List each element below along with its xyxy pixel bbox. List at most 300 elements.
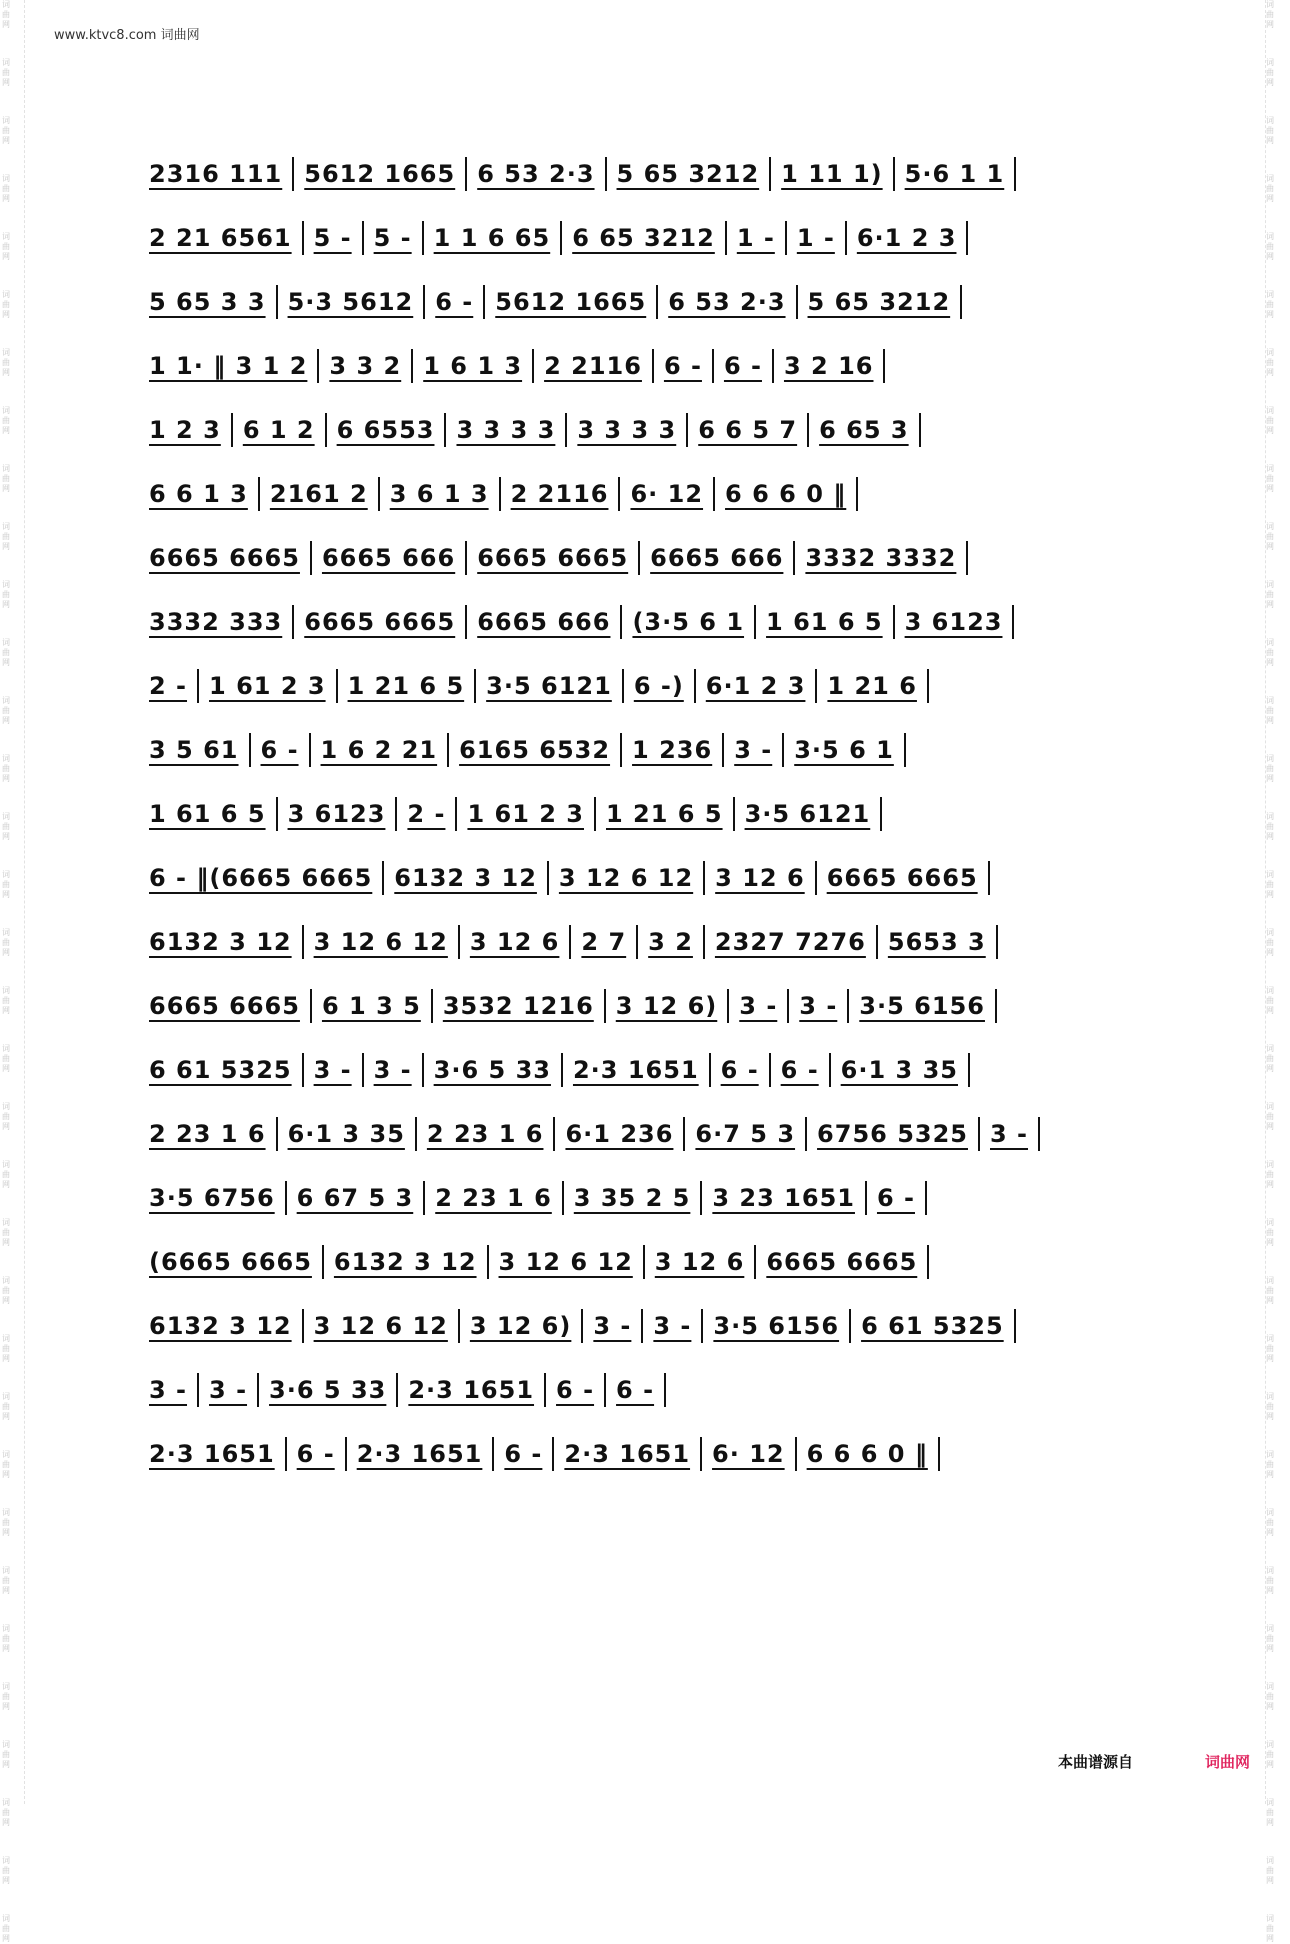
barline xyxy=(447,733,449,767)
watermark-text: 词曲网 xyxy=(1266,1160,1274,1189)
barline xyxy=(378,477,380,511)
measure: 1 61 2 3 xyxy=(209,672,326,700)
barline xyxy=(197,1373,199,1407)
measure: 6665 6665 xyxy=(766,1248,918,1276)
barline xyxy=(683,1117,685,1151)
measure: 3 23 1651 xyxy=(712,1184,855,1212)
measure: 3 - xyxy=(653,1312,692,1340)
barline xyxy=(880,797,882,831)
barline xyxy=(458,1309,460,1343)
measure: 2·3 1651 xyxy=(408,1376,535,1404)
barline xyxy=(785,221,787,255)
barline xyxy=(904,733,906,767)
barline xyxy=(257,1373,259,1407)
measure: 6 67 5 3 xyxy=(296,1184,414,1212)
barline xyxy=(796,285,798,319)
measure: 3 6123 xyxy=(904,608,1003,636)
measure: 3 2 xyxy=(648,928,693,956)
barline xyxy=(422,221,424,255)
measure: 6 6 6 0 ‖ xyxy=(725,480,847,508)
barline xyxy=(849,1309,851,1343)
score-row xyxy=(141,590,1151,654)
watermark-text: 词曲网 xyxy=(1266,1566,1274,1595)
barline xyxy=(703,861,705,895)
measure: 6 53 2·3 xyxy=(668,288,786,316)
barline xyxy=(966,541,968,575)
measure: 3 - xyxy=(149,1376,188,1404)
barline xyxy=(815,669,817,703)
barline xyxy=(845,221,847,255)
measure: 6665 6665 xyxy=(477,544,629,572)
watermark-text: 词曲网 xyxy=(1266,1624,1274,1653)
watermark-text: 词曲网 xyxy=(1266,348,1274,377)
watermark-text: 词曲网 xyxy=(2,696,10,725)
score-row xyxy=(141,718,1151,782)
measure: 3·6 5 33 xyxy=(269,1376,387,1404)
barline xyxy=(487,1245,489,1279)
measure: 1 2 3 xyxy=(149,416,221,444)
measure: 6665 6665 xyxy=(149,992,300,1020)
barline xyxy=(423,285,425,319)
barline xyxy=(532,349,534,383)
barline xyxy=(727,989,729,1023)
barline xyxy=(492,1437,494,1471)
score-row xyxy=(141,1294,1151,1358)
barline xyxy=(795,1437,797,1471)
measure: 2·3 1651 xyxy=(149,1440,275,1468)
watermark-text: 词曲网 xyxy=(2,1740,10,1769)
measure: 6 53 2·3 xyxy=(477,160,595,188)
barline xyxy=(725,221,727,255)
barline xyxy=(769,157,771,191)
measure: 6· 12 xyxy=(712,1440,785,1468)
watermark-text: 词曲网 xyxy=(2,986,10,1015)
measure: 6 6 1 3 xyxy=(149,480,248,508)
measure: (6665 6665 xyxy=(149,1248,312,1276)
barline xyxy=(703,925,705,959)
barline xyxy=(309,733,311,767)
measure: 1 21 6 xyxy=(827,672,917,700)
measure: 1 11 1) xyxy=(781,160,883,188)
measure: 6 - xyxy=(876,1184,915,1212)
barline xyxy=(336,669,338,703)
barline xyxy=(431,989,433,1023)
score-row xyxy=(141,142,1151,206)
measure: 1 6 1 3 xyxy=(423,352,523,380)
watermark-text: 词曲网 xyxy=(2,1102,10,1131)
barline xyxy=(310,989,312,1023)
measure: 2 23 1 6 xyxy=(426,1120,544,1148)
barline xyxy=(722,733,724,767)
score-row xyxy=(141,1038,1151,1102)
measure: 6 1 3 5 xyxy=(321,992,421,1020)
measure: 2 2116 xyxy=(510,480,609,508)
watermark-text: 词曲网 xyxy=(1266,0,1274,29)
measure: 5 - xyxy=(373,224,412,252)
barline xyxy=(652,349,654,383)
watermark-text: 词曲网 xyxy=(2,928,10,957)
watermark-text: 词曲网 xyxy=(2,812,10,841)
measure: 3 12 6 xyxy=(469,928,560,956)
watermark-text: 词曲网 xyxy=(1266,812,1274,841)
barline xyxy=(499,477,501,511)
measure: 3 6 1 3 xyxy=(389,480,489,508)
measure: 3532 1216 xyxy=(442,992,594,1020)
barline xyxy=(285,1437,287,1471)
measure: 2 21 6561 xyxy=(149,224,292,252)
watermark-text: 词曲网 xyxy=(2,174,10,203)
measure: 2·3 1651 xyxy=(356,1440,483,1468)
watermark-text: 词曲网 xyxy=(2,116,10,145)
barline xyxy=(618,477,620,511)
barline xyxy=(444,413,446,447)
watermark-text: 词曲网 xyxy=(2,1914,10,1943)
measure: 3 12 6 xyxy=(715,864,805,892)
barline xyxy=(988,861,990,895)
barline xyxy=(474,669,476,703)
barline xyxy=(787,989,789,1023)
barline xyxy=(960,285,962,319)
barline xyxy=(769,1053,771,1087)
measure: 6 1 2 xyxy=(242,416,315,444)
barline xyxy=(865,1181,867,1215)
measure: 3·5 6 1 xyxy=(794,736,894,764)
barline xyxy=(465,157,467,191)
watermark-text: 词曲网 xyxy=(2,580,10,609)
barline xyxy=(310,541,312,575)
watermark-text: 词曲网 xyxy=(1266,1044,1274,1073)
measure: 6665 6665 xyxy=(149,544,300,572)
watermark-text: 词曲网 xyxy=(1266,1218,1274,1247)
barline xyxy=(1012,605,1014,639)
measure: 6665 666 xyxy=(650,544,784,572)
measure: 5 - xyxy=(313,224,352,252)
barline xyxy=(1014,157,1016,191)
measure: 2·3 1651 xyxy=(572,1056,699,1084)
watermark-text: 词曲网 xyxy=(1266,1392,1274,1421)
measure: 6· 12 xyxy=(630,480,704,508)
footer-brand-link[interactable]: 词曲网 xyxy=(1205,1753,1251,1771)
barline xyxy=(422,1053,424,1087)
measure: 3·5 6756 xyxy=(149,1184,275,1212)
measure: 6 - xyxy=(556,1376,595,1404)
measure: 6 - xyxy=(296,1440,335,1468)
watermark-text: 词曲网 xyxy=(2,1682,10,1711)
score-row xyxy=(141,1358,1151,1422)
barline xyxy=(733,797,735,831)
measure: 3 12 6 12 xyxy=(313,928,448,956)
measure: 6 - xyxy=(663,352,702,380)
watermark-text: 词曲网 xyxy=(1266,638,1274,667)
score-row xyxy=(141,398,1151,462)
barline xyxy=(620,605,622,639)
measure: 6·1 2 3 xyxy=(856,224,957,252)
measure: 6665 666 xyxy=(321,544,456,572)
measure: 6 - ‖(6665 6665 xyxy=(149,864,373,892)
measure: 1 - xyxy=(736,224,775,252)
measure: 6 61 5325 xyxy=(861,1312,1004,1340)
barline xyxy=(604,1373,606,1407)
barline xyxy=(938,1437,940,1471)
score-row xyxy=(141,270,1151,334)
barline xyxy=(581,1309,583,1343)
score-row xyxy=(141,334,1151,398)
watermark-text: 词曲网 xyxy=(1266,696,1274,725)
barline xyxy=(302,1309,304,1343)
barline xyxy=(604,989,606,1023)
watermark-text: 词曲网 xyxy=(2,464,10,493)
barline xyxy=(968,1053,970,1087)
watermark-text: 词曲网 xyxy=(2,1856,10,1885)
watermark-text: 词曲网 xyxy=(2,754,10,783)
barline xyxy=(276,285,278,319)
barline xyxy=(782,733,784,767)
measure: 3 - xyxy=(990,1120,1029,1148)
barline xyxy=(893,605,895,639)
barline xyxy=(302,221,304,255)
measure: 1 21 6 5 xyxy=(347,672,465,700)
barline xyxy=(423,1181,425,1215)
barline xyxy=(565,413,567,447)
measure: 3·5 6156 xyxy=(713,1312,840,1340)
barline xyxy=(292,605,294,639)
measure: 5 65 3212 xyxy=(616,160,760,188)
barline xyxy=(317,349,319,383)
measure: 2316 111 xyxy=(149,160,283,188)
watermark-text: 词曲网 xyxy=(2,638,10,667)
measure: 3 2 16 xyxy=(783,352,874,380)
measure: 6 - xyxy=(504,1440,543,1468)
watermark-text: 词曲网 xyxy=(1266,1914,1274,1943)
watermark-text: 词曲网 xyxy=(2,1334,10,1363)
measure: 6 65 3212 xyxy=(572,224,715,252)
watermark-text: 词曲网 xyxy=(1266,1740,1274,1769)
measure: 3·5 6121 xyxy=(744,800,871,828)
barline xyxy=(197,669,199,703)
watermark-text: 词曲网 xyxy=(1266,986,1274,1015)
barline xyxy=(927,669,929,703)
score-row xyxy=(141,1422,1151,1486)
measure: 3 - xyxy=(313,1056,352,1084)
watermark-text: 词曲网 xyxy=(2,1508,10,1537)
barline xyxy=(605,157,607,191)
measure: 6 - xyxy=(723,352,762,380)
watermark-text: 词曲网 xyxy=(1266,464,1274,493)
measure: 2 - xyxy=(149,672,188,700)
measure: 1 1· ‖ 3 1 2 xyxy=(149,352,308,380)
barline xyxy=(395,797,397,831)
watermark-text: 词曲网 xyxy=(1266,928,1274,957)
measure: 3 12 6 12 xyxy=(558,864,694,892)
watermark-text: 词曲网 xyxy=(2,290,10,319)
watermark-text: 词曲网 xyxy=(1266,1102,1274,1131)
measure: 1 61 2 3 xyxy=(467,800,584,828)
watermark-text: 词曲网 xyxy=(1266,116,1274,145)
measure: 6132 3 12 xyxy=(333,1248,477,1276)
measure: 3 6123 xyxy=(287,800,386,828)
measure: 3 - xyxy=(739,992,778,1020)
watermark-text: 词曲网 xyxy=(1266,1334,1274,1363)
barline xyxy=(562,1181,564,1215)
barline xyxy=(701,1309,703,1343)
barline xyxy=(594,797,596,831)
barline xyxy=(561,1053,563,1087)
barline xyxy=(694,669,696,703)
watermark-text: 词曲网 xyxy=(2,1218,10,1247)
barline xyxy=(458,925,460,959)
barline xyxy=(276,1117,278,1151)
watermark-text: 词曲网 xyxy=(1266,1276,1274,1305)
measure: 3 35 2 5 xyxy=(573,1184,691,1212)
measure: 3 12 6) xyxy=(469,1312,572,1340)
watermark-text: 词曲网 xyxy=(1266,58,1274,87)
measure: 3 5 61 xyxy=(149,736,239,764)
left-watermark-strip xyxy=(2,0,25,1943)
score-row xyxy=(141,526,1151,590)
barline xyxy=(552,1437,554,1471)
measure: 3·6 5 33 xyxy=(433,1056,551,1084)
watermark-text: 词曲网 xyxy=(2,1566,10,1595)
barline xyxy=(772,349,774,383)
barline xyxy=(292,157,294,191)
measure: 6 - xyxy=(780,1056,819,1084)
barline xyxy=(996,925,998,959)
measure: 6·1 3 35 xyxy=(840,1056,958,1084)
watermark-text: 词曲网 xyxy=(1266,1682,1274,1711)
score-row xyxy=(141,1166,1151,1230)
barline xyxy=(664,1373,666,1407)
measure: 3 12 6) xyxy=(615,992,718,1020)
watermark-text: 词曲网 xyxy=(2,1624,10,1653)
measure: 3332 3332 xyxy=(805,544,957,572)
score-row xyxy=(141,206,1151,270)
measure: 1 - xyxy=(796,224,835,252)
measure: 2 23 1 6 xyxy=(435,1184,552,1212)
measure: 3 - xyxy=(593,1312,632,1340)
barline xyxy=(656,285,658,319)
measure: 5612 1665 xyxy=(495,288,647,316)
measure: 6132 3 12 xyxy=(394,864,537,892)
watermark-text: 词曲网 xyxy=(2,1044,10,1073)
measure: 6 -) xyxy=(633,672,684,700)
barline xyxy=(258,477,260,511)
measure: 1 61 6 5 xyxy=(149,800,266,828)
watermark-text: 词曲网 xyxy=(1266,1508,1274,1537)
watermark-text: 词曲网 xyxy=(2,1392,10,1421)
measure: 3 - xyxy=(734,736,773,764)
barline xyxy=(560,221,562,255)
barline xyxy=(569,925,571,959)
watermark-text: 词曲网 xyxy=(2,1450,10,1479)
barline xyxy=(883,349,885,383)
measure: 3 - xyxy=(209,1376,248,1404)
score-row xyxy=(141,462,1151,526)
barline xyxy=(302,925,304,959)
watermark-text: 词曲网 xyxy=(1266,406,1274,435)
barline xyxy=(1038,1117,1040,1151)
measure: 3 3 2 xyxy=(329,352,402,380)
barline xyxy=(966,221,968,255)
watermark-text: 词曲网 xyxy=(1266,580,1274,609)
score-row xyxy=(141,846,1151,910)
barline xyxy=(893,157,895,191)
barline xyxy=(231,413,233,447)
measure: 3332 333 xyxy=(149,608,283,636)
measure: 6665 6665 xyxy=(826,864,978,892)
barline xyxy=(465,605,467,639)
measure: 6 - xyxy=(720,1056,759,1084)
watermark-text: 词曲网 xyxy=(1266,1856,1274,1885)
watermark-text: 词曲网 xyxy=(1266,1450,1274,1479)
barline xyxy=(700,1181,702,1215)
measure: 5·3 5612 xyxy=(287,288,414,316)
barline xyxy=(919,413,921,447)
watermark-text: 词曲网 xyxy=(1266,232,1274,261)
barline xyxy=(622,669,624,703)
barline xyxy=(465,541,467,575)
watermark-text: 词曲网 xyxy=(1266,1798,1274,1827)
measure: 6665 666 xyxy=(477,608,611,636)
measure: 1 1 6 65 xyxy=(433,224,551,252)
barline xyxy=(415,1117,417,1151)
site-header[interactable]: www.ktvc8.com 词曲网 xyxy=(54,28,200,43)
barline xyxy=(544,1373,546,1407)
barline xyxy=(925,1181,927,1215)
barline xyxy=(686,413,688,447)
measure: 6 65 3 xyxy=(819,416,909,444)
watermark-text: 词曲网 xyxy=(1266,290,1274,319)
barline xyxy=(927,1245,929,1279)
barline xyxy=(483,285,485,319)
barline xyxy=(396,1373,398,1407)
barline xyxy=(362,221,364,255)
barline xyxy=(793,541,795,575)
measure: 1 61 6 5 xyxy=(766,608,883,636)
barline xyxy=(322,1245,324,1279)
measure: 6 - xyxy=(435,288,474,316)
barline xyxy=(362,1053,364,1087)
barline xyxy=(276,797,278,831)
measure: 2·3 1651 xyxy=(564,1440,691,1468)
right-watermark-strip xyxy=(1265,0,1288,1943)
watermark-text: 词曲网 xyxy=(2,232,10,261)
measure: 6·1 2 3 xyxy=(705,672,806,700)
barline xyxy=(856,477,858,511)
footer-source-label: 本曲谱源自 xyxy=(1058,1753,1134,1771)
barline xyxy=(285,1181,287,1215)
score-row xyxy=(141,1102,1151,1166)
barline xyxy=(709,1053,711,1087)
barline xyxy=(547,861,549,895)
measure: 6756 5325 xyxy=(817,1120,968,1148)
barline xyxy=(807,413,809,447)
measure: 6 6553 xyxy=(336,416,435,444)
watermark-text: 词曲网 xyxy=(1266,870,1274,899)
watermark-text: 词曲网 xyxy=(2,522,10,551)
music-score xyxy=(141,142,1151,1486)
measure: 1 21 6 5 xyxy=(606,800,723,828)
measure: 5·6 1 1 xyxy=(904,160,1005,188)
barline xyxy=(455,797,457,831)
barline xyxy=(553,1117,555,1151)
barline xyxy=(700,1437,702,1471)
measure: 2 2116 xyxy=(544,352,642,380)
barline xyxy=(815,861,817,895)
measure: 3 12 6 12 xyxy=(313,1312,448,1340)
measure: 6665 6665 xyxy=(304,608,456,636)
measure: 6 - xyxy=(260,736,299,764)
barline xyxy=(638,541,640,575)
